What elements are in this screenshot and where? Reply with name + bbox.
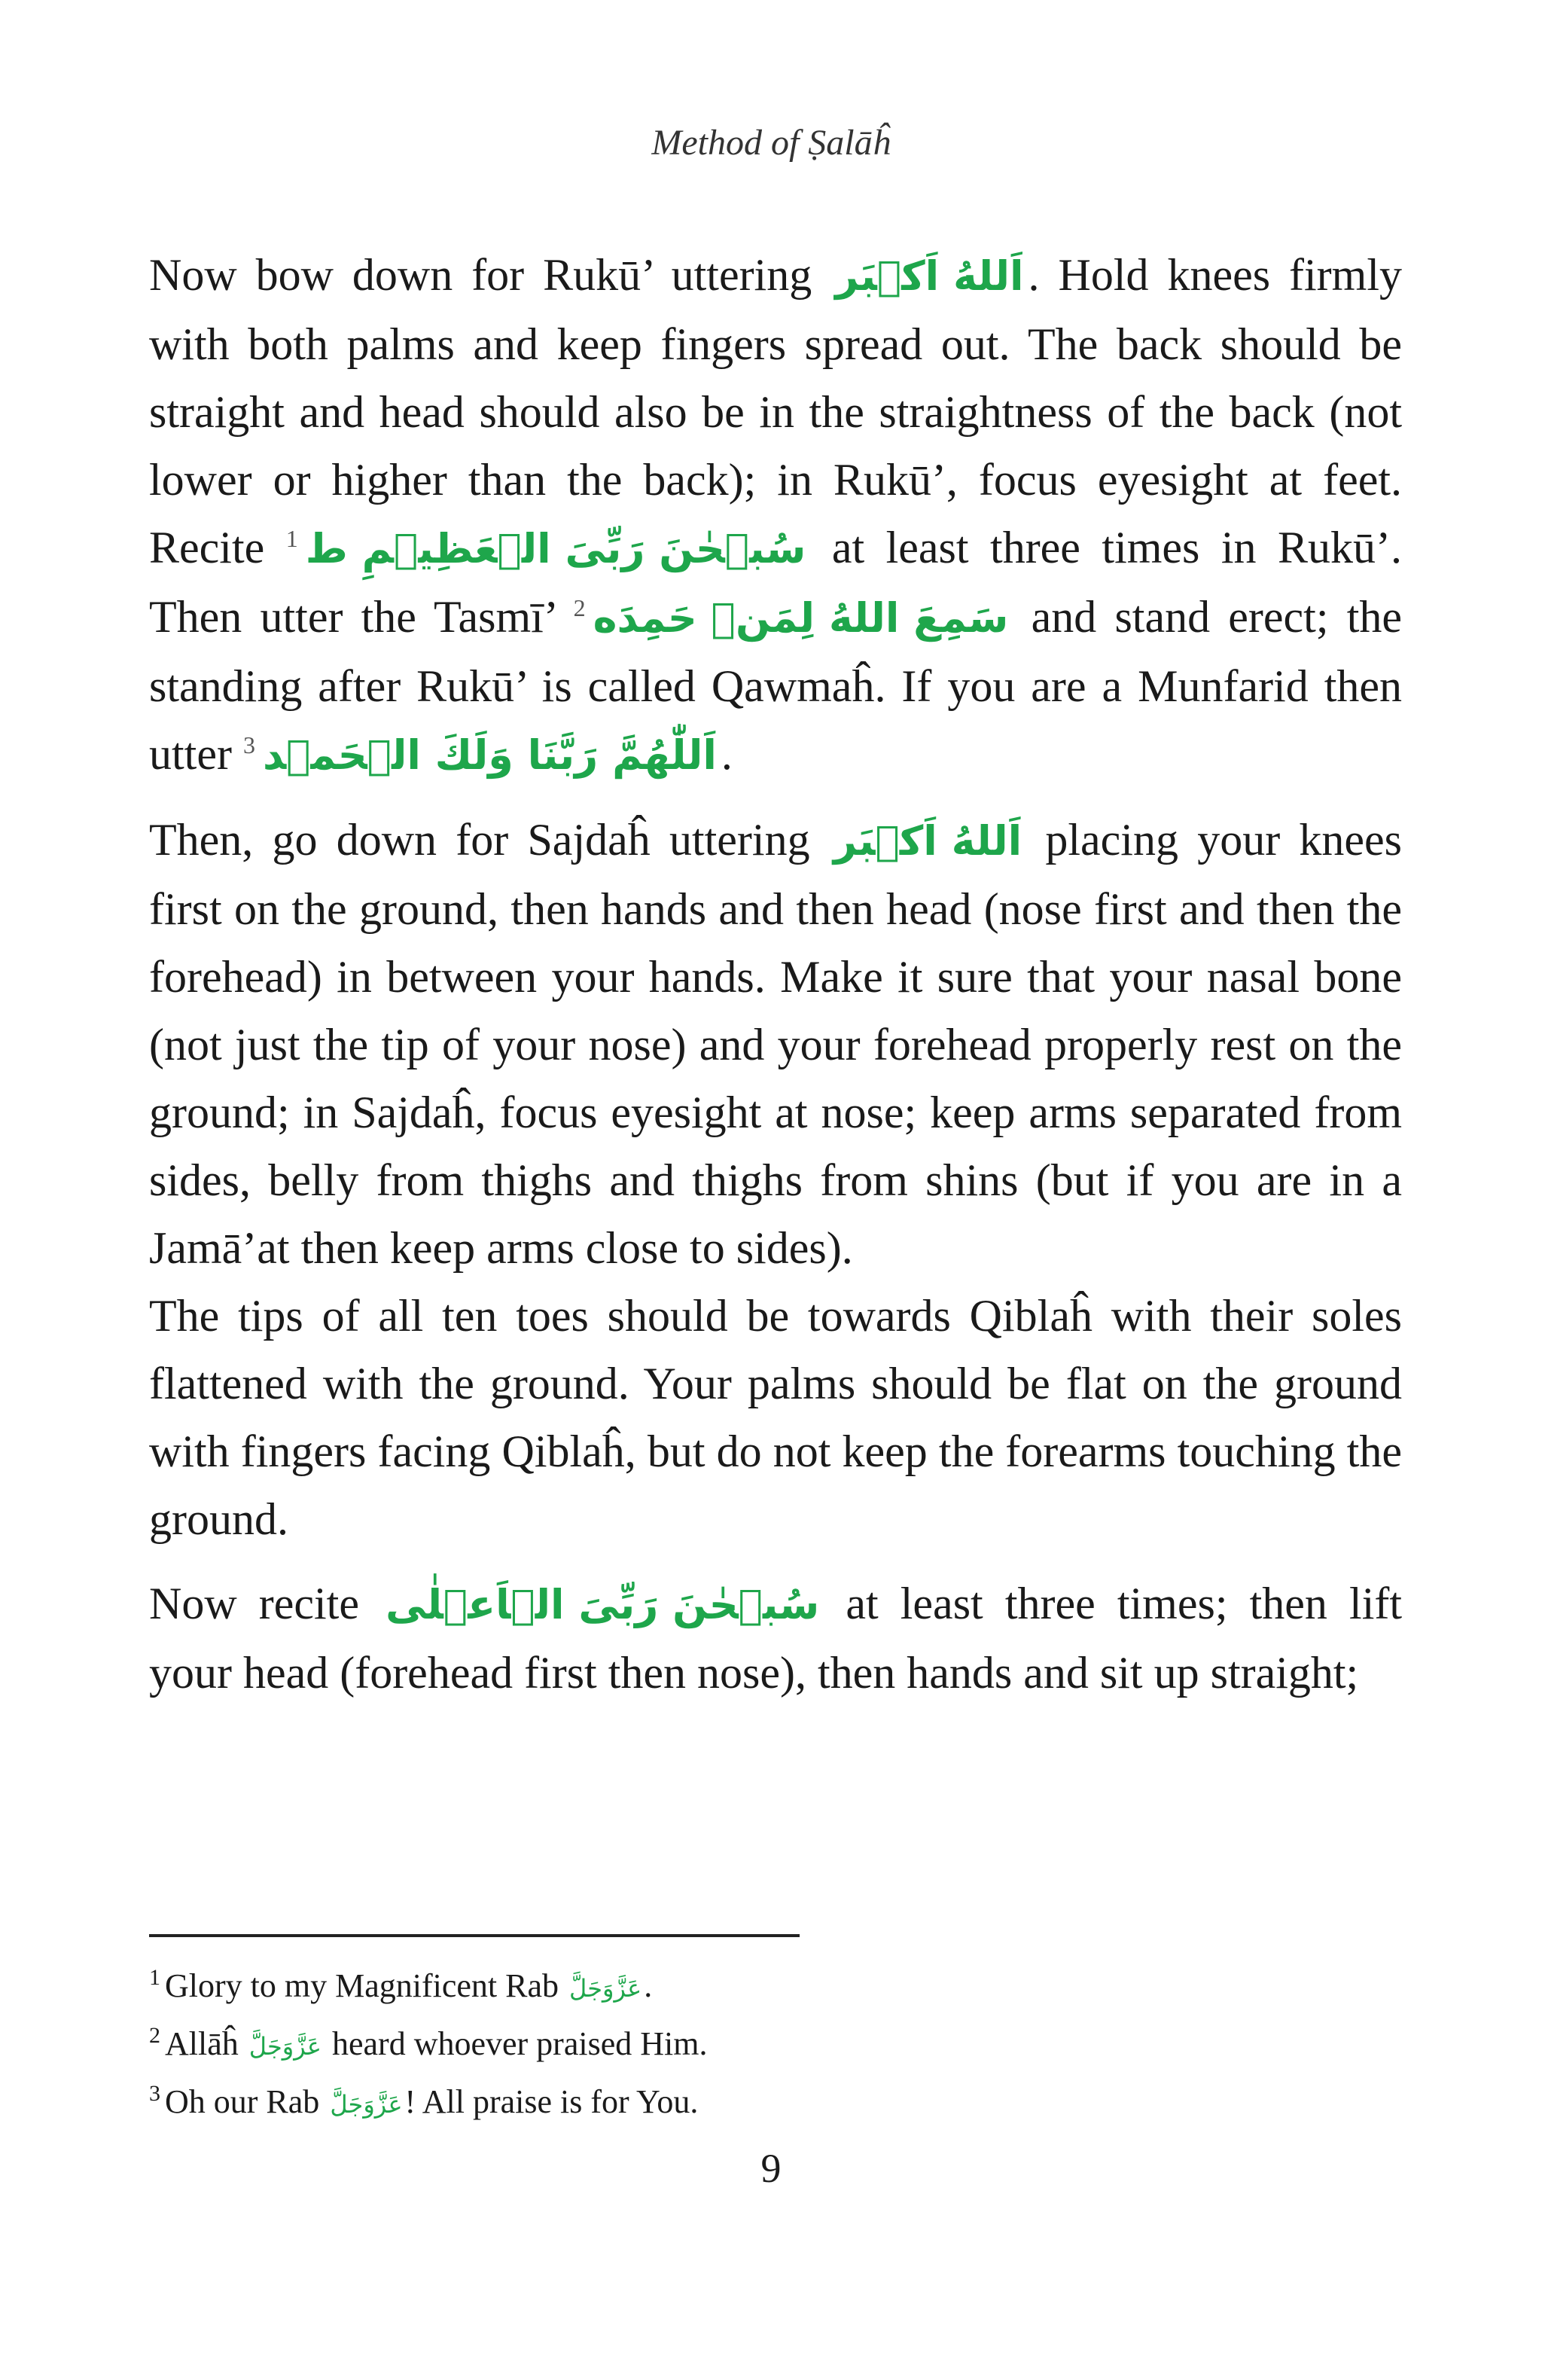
arabic-honorific: عَزَّوَجَلَّ <box>248 2032 322 2061</box>
footnote-text: Oh our Rab <box>165 2083 320 2120</box>
footnote-text: ! All praise is for You. <box>404 2083 699 2120</box>
paragraph-sajdah <box>149 806 1402 1282</box>
arabic-tasbih-sajdah: سُبۡحٰنَ رَبِّیَ الۡاَعۡلٰی <box>386 1581 820 1628</box>
arabic-tasmi: سَمِعَ اللهُ لِمَنۡ حَمِدَه <box>593 594 1009 642</box>
arabic-honorific: عَزَّوَجَلَّ <box>569 1974 642 2003</box>
footnote-text: . <box>644 1967 653 2004</box>
footnote-ref-2: 2 <box>573 594 586 621</box>
paragraph-ruku <box>149 241 1402 789</box>
running-header: Method of Ṣalāĥ <box>651 123 891 163</box>
footnote-number: 2 <box>149 2023 160 2049</box>
paragraph-recite <box>149 1570 1402 1707</box>
text-span: placing your knees first on the ground, then hands and then head (nose first and then the forehead) in between your hands. Make it sure that your nasal bone (not just the tip of your nose) and your forehead properly rest on the ground; in Sajdaĥ, focus eyesight at nose; keep arms separated from sides, belly from thighs and thighs from shins (but if you are in a Jamā’at then keep arms close to sides). <box>149 815 1403 1273</box>
text-span: Now bow down for Rukū’ uttering <box>149 250 812 300</box>
footnote-text: Glory to my Magnificent Rab <box>165 1967 559 2004</box>
text-span: at least three times; then lift your head (forehead first then nose), then hands and sit up straight; <box>149 1579 1403 1698</box>
arabic-takbir: اَللهُ اَكۡبَر <box>835 252 1024 300</box>
text-span: and stand erect; the standing after Rukū’ is called Qawmaĥ. If you are a Munfarid then utter <box>149 592 1403 779</box>
text-span: at least three times in Rukū’. Then utter the Tasmī’ <box>149 523 1402 642</box>
text-span: Now recite <box>149 1579 359 1628</box>
paragraph-toes: The tips of all ten toes should be towards Qiblaĥ with their soles flattened with the ground. Your palms should be flat on the ground with fingers facing Qiblaĥ, but do not keep the forearms touching the ground. <box>149 1291 1402 1544</box>
text-span: . <box>721 729 733 779</box>
main-text <box>149 241 1402 1723</box>
page-number: 9 <box>760 2146 782 2191</box>
footnote-divider <box>149 1934 800 1937</box>
arabic-takbir: اَللهُ اَكۡبَر <box>833 817 1022 865</box>
footnote-text: Allāĥ <box>165 2025 239 2062</box>
arabic-tahmid: اَللّٰهُمَّ رَبَّنَا وَلَكَ الۡحَمۡد <box>262 731 717 779</box>
text-span: Then, go down for Sajdaĥ uttering <box>149 815 810 865</box>
footnote-text: heard whoever praised Him. <box>331 2025 708 2062</box>
arabic-honorific: عَزَّوَجَلَّ <box>330 2090 403 2119</box>
footnote-ref-1: 1 <box>285 525 298 552</box>
arabic-tasbih-ruku: سُبۡحٰنَ رَبِّیَ الۡعَظِیۡمِ ط <box>305 525 806 572</box>
footnote-number: 3 <box>149 2081 160 2107</box>
footnote-2 <box>149 2016 1402 2074</box>
footnote-number: 1 <box>149 1965 160 1991</box>
footnote-3 <box>149 2074 1402 2132</box>
text-span: . Hold knees firmly with both palms and keep fingers spread out. The back should be straight and head should also be in the straightness of the back (not lower or higher than the back); in Rukū’, focus eyesight at feet. Recite <box>149 250 1402 572</box>
footnotes <box>149 1958 1402 2132</box>
footnote-1 <box>149 1958 1402 2016</box>
footnote-ref-3: 3 <box>242 731 255 758</box>
